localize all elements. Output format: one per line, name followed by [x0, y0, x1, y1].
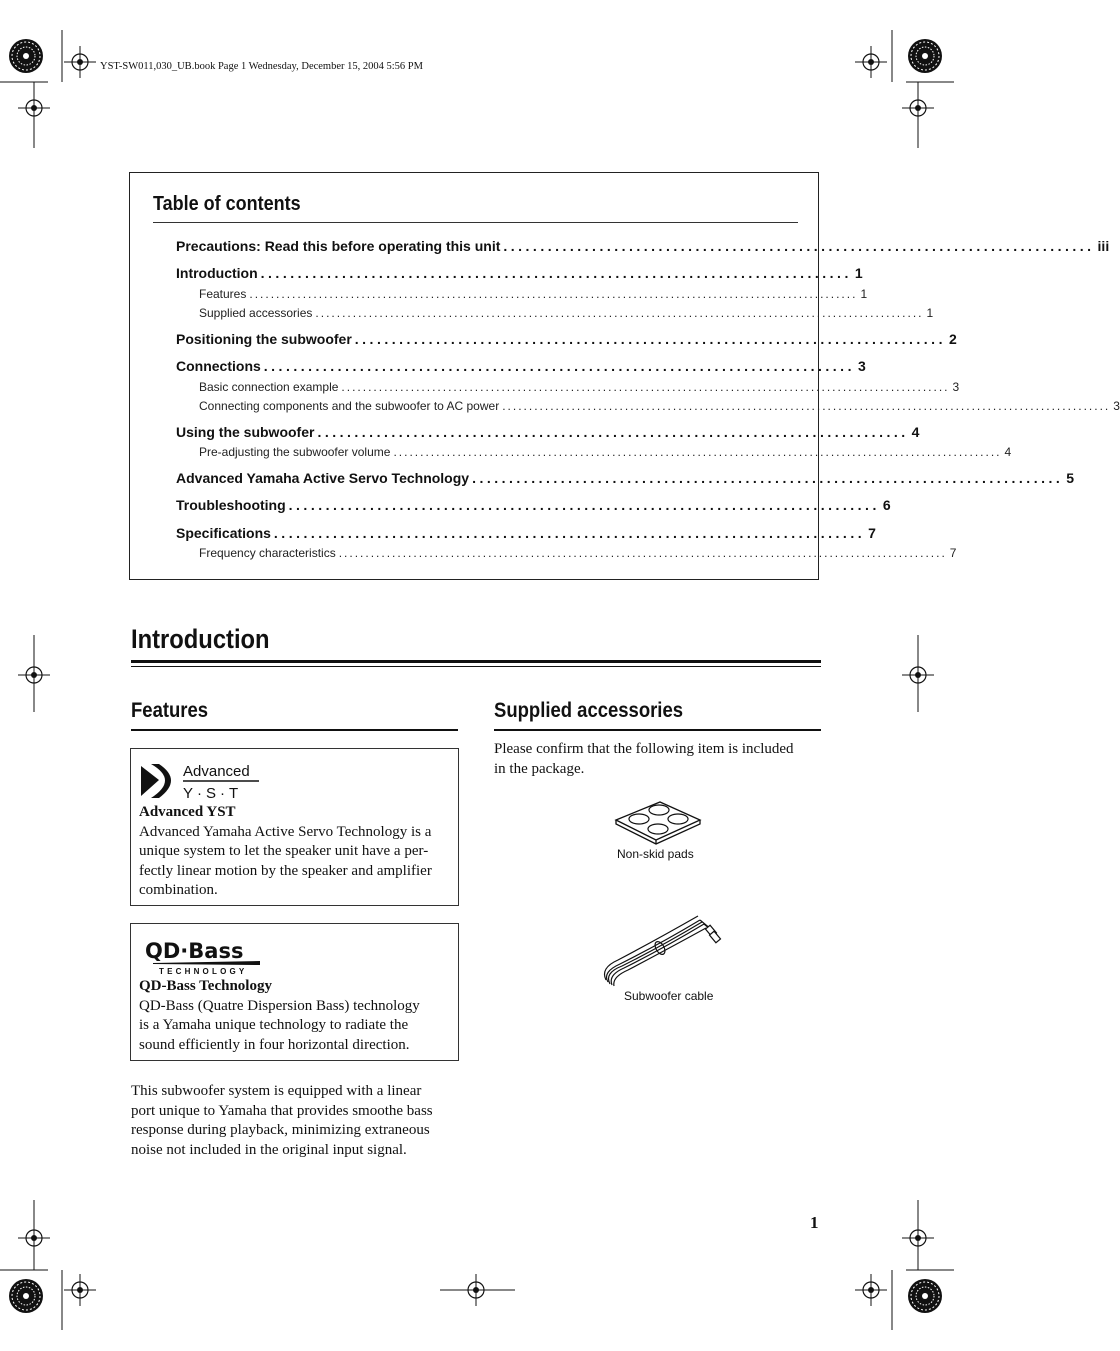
qd-logo-text-bottom: TECHNOLOGY: [159, 967, 248, 976]
yst-description: Advanced YST Advanced Yamaha Active Servo Technology is a unique system to let the speaker unit have a per- fectly linear motion by the speaker and amplifier combination.: [139, 804, 432, 898]
print-header: YST-SW011,030_UB.book Page 1 Wednesday, December 15, 2004 5:56 PM: [100, 61, 423, 72]
linear-port-paragraph: This subwoofer system is equipped with a linear port unique to Yamaha that provides smoothe bass response during playback, minimizing extraneous noise not included in the original input signal.: [131, 1083, 433, 1158]
toc-entry[interactable]: Specifications ................................................................................ 7: [176, 525, 876, 541]
toc-entry[interactable]: Troubleshooting ................................................................................ 6: [176, 497, 891, 513]
qd-logo-text-top: QD·Bass: [145, 939, 244, 963]
section-title: Introduction: [131, 624, 270, 654]
toc-subentry[interactable]: Connecting components and the subwoofer to AC power .................................................................................................................. 3: [199, 399, 1120, 413]
section-rule-thin: [131, 666, 821, 667]
yst-logo-text-bottom: Y·S·T: [183, 785, 243, 802]
toc-subentry[interactable]: Frequency characteristics .................................................................................................................. 7: [199, 546, 957, 560]
features-heading: Features: [131, 699, 209, 722]
qdbass-description: QD-Bass Technology QD-Bass (Quatre Dispersion Bass) technology is a Yamaha unique technology to radiate the sound efficiently in four horizontal direction.: [139, 978, 420, 1053]
section-rule-thick: [131, 660, 821, 663]
toc-subentry[interactable]: Supplied accessories .................................................................................................................. 1: [199, 306, 934, 320]
toc-subentry[interactable]: Basic connection example .................................................................................................................. 3: [199, 380, 960, 394]
advanced-yst-logo-icon: [139, 760, 263, 802]
toc-entry[interactable]: Positioning the subwoofer ................................................................................ 2: [176, 331, 957, 347]
yst-logo-text-top: Advanced: [183, 763, 250, 780]
accessory-caption: Subwoofer cable: [624, 989, 714, 1003]
toc-entry[interactable]: Using the subwoofer ................................................................................ 4: [176, 424, 920, 440]
qdbass-title: QD-Bass Technology: [139, 978, 272, 994]
accessory-caption: Non-skid pads: [617, 847, 694, 861]
yst-title: Advanced YST: [139, 804, 236, 820]
toc-entry[interactable]: Precautions: Read this before operating this unit ................................................................................ iii: [176, 238, 1110, 254]
toc-title: Table of contents: [153, 193, 301, 215]
features-rule: [131, 729, 458, 731]
toc-entry[interactable]: Introduction ................................................................................ 1: [176, 265, 863, 281]
accessories-rule: [494, 729, 821, 731]
subwoofer-cable-icon: [600, 910, 722, 988]
qd-bass-logo-icon: [145, 938, 275, 976]
toc-divider: [153, 222, 798, 223]
accessories-heading: Supplied accessories: [494, 699, 684, 722]
toc-subentry[interactable]: Features .................................................................................................................. 1: [199, 287, 868, 301]
accessories-intro: Please confirm that the following item is included in the package.: [494, 741, 794, 777]
toc-entry[interactable]: Connections ................................................................................ 3: [176, 358, 866, 374]
non-skid-pads-icon: [612, 798, 704, 846]
toc-subentry[interactable]: Pre-adjusting the subwoofer volume .................................................................................................................. 4: [199, 445, 1012, 459]
page-number: 1: [810, 1213, 819, 1232]
toc-entry[interactable]: Advanced Yamaha Active Servo Technology ................................................................................ 5: [176, 470, 1075, 486]
